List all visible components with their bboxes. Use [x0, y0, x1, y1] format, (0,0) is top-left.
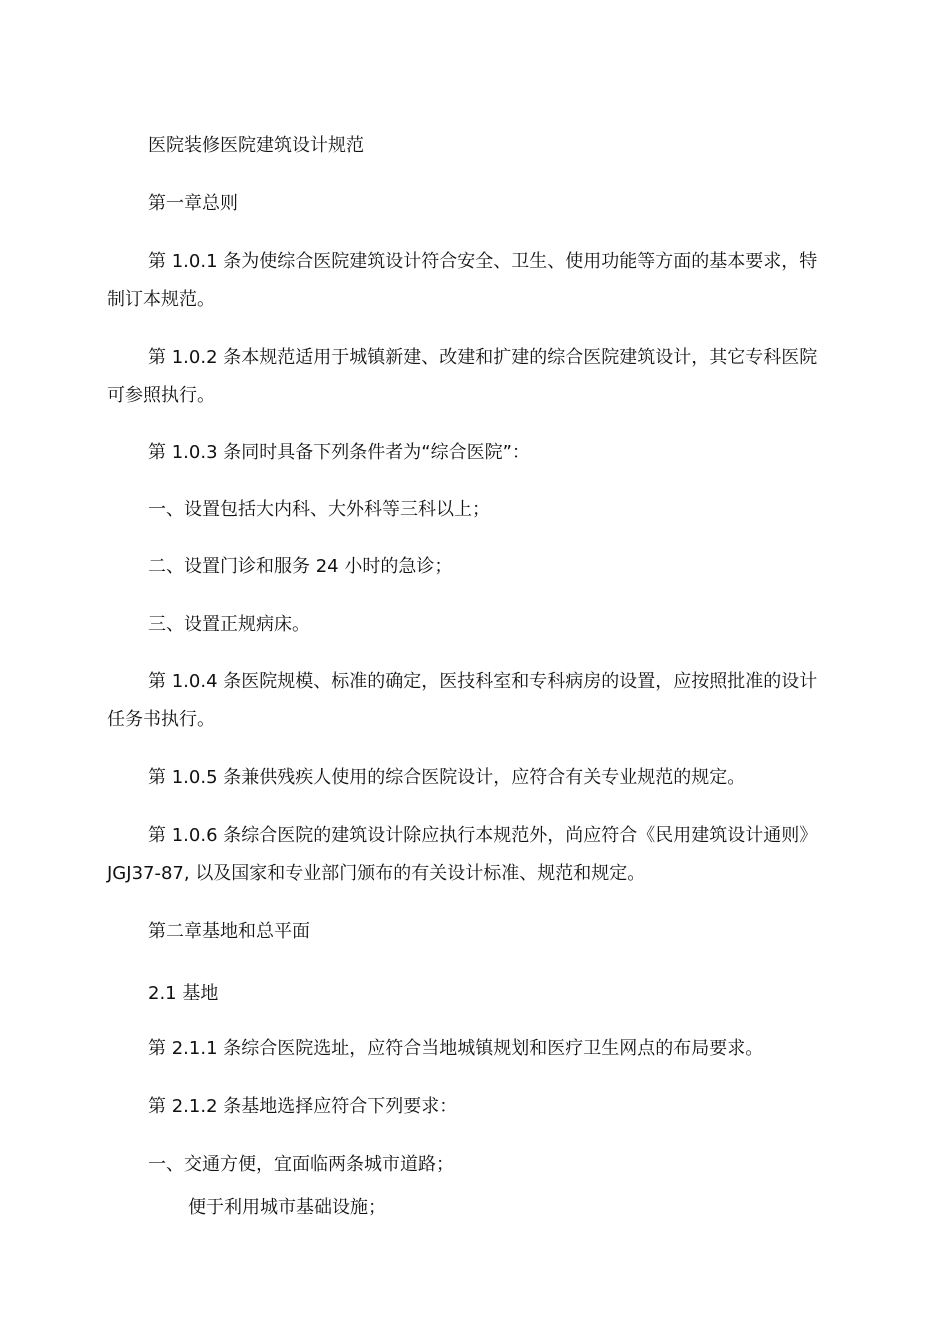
- document-title: 医院装修医院建筑设计规范: [148, 135, 364, 156]
- list-item: 一、设置包括大内科、大外科等三科以上；: [148, 499, 490, 520]
- clause-paragraph: 第 1.0.3 条同时具备下列条件者为“综合医院”：: [148, 442, 530, 463]
- clause-paragraph: 第 1.0.6 条综合医院的建筑设计除应执行本规范外，尚应符合《民用建筑设计通则》JGJ37-87, 以及国家和专业部门颁布的有关设计标准、规范和规定。: [107, 825, 818, 884]
- list-item: 便于利用城市基础设施；: [188, 1197, 386, 1218]
- clause-paragraph: 第 1.0.1 条为使综合医院建筑设计符合安全、卫生、使用功能等方面的基本要求，特制订本规范。: [107, 251, 818, 310]
- clause-paragraph: 第 2.1.1 条综合医院选址，应符合当地城镇规划和医疗卫生网点的布局要求。: [148, 1038, 764, 1059]
- clause-paragraph: 第 1.0.5 条兼供残疾人使用的综合医院设计，应符合有关专业规范的规定。: [148, 767, 746, 788]
- chapter-heading: 第一章总则: [148, 193, 238, 214]
- list-item: 三、设置正规病床。: [148, 614, 310, 635]
- clause-paragraph: 第 1.0.2 条本规范适用于城镇新建、改建和扩建的综合医院建筑设计，其它专科医院可参照执行。: [107, 347, 818, 406]
- clause-paragraph: 第 1.0.4 条医院规模、标准的确定，医技科室和专科病房的设置，应按照批准的设计任务书执行。: [107, 671, 818, 730]
- list-item: 二、设置门诊和服务 24 小时的急诊；: [148, 556, 453, 577]
- list-item: 一、交通方便，宜面临两条城市道路；: [148, 1154, 454, 1175]
- chapter-heading: 第二章基地和总平面: [148, 921, 310, 942]
- clause-paragraph: 第 2.1.2 条基地选择应符合下列要求：: [148, 1096, 458, 1117]
- section-heading: 2.1 基地: [148, 983, 219, 1004]
